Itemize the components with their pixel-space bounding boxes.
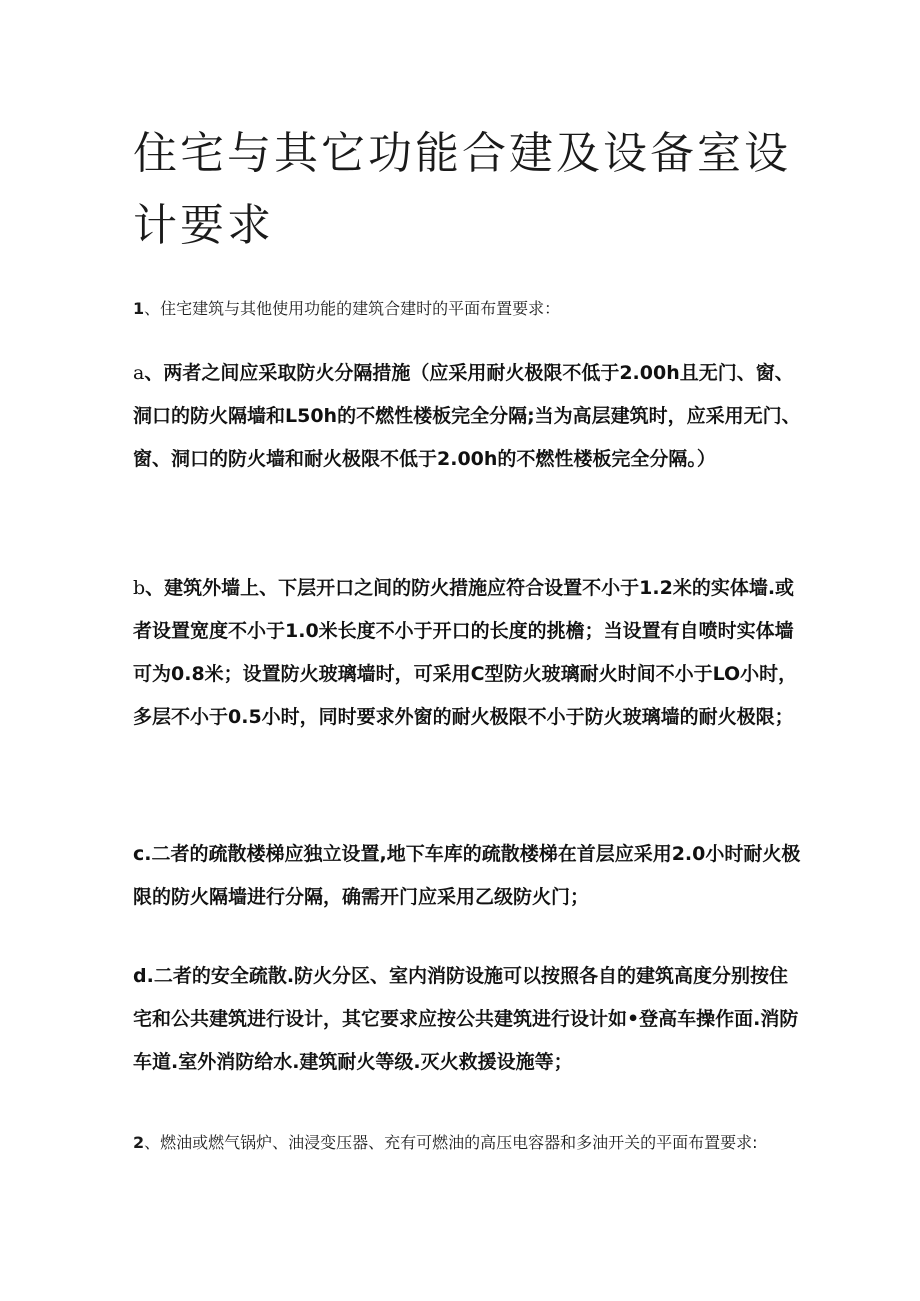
paragraph-c — [133, 833, 803, 919]
section-1-heading — [133, 296, 813, 322]
section-1-number: 1 — [133, 299, 145, 318]
paragraph-c-marker: c. — [133, 843, 152, 865]
paragraph-b-text: 、建筑外墙上、下层开口之间的防火措施应符合设置不小于1.2米的实体墙.或者设置宽度不小于1.0米长度不小于开口的长度的挑檐；当设置有自喷时实体墙可为0.8米；设置防火玻璃墙时，可采用C型防火玻璃耐火时间不小于LO小时，多层不小于0.5小时，同时要求外窗的耐火极限不小于防火玻璃墙的耐火极限； — [133, 577, 798, 728]
paragraph-d-marker: d. — [133, 965, 154, 987]
section-2-text: 、燃油或燃气锅炉、油浸变压器、充有可燃油的高压电容器和多油开关的平面布置要求: — [144, 1133, 758, 1152]
section-1-text: 、住宅建筑与其他使用功能的建筑合建时的平面布置要求： — [144, 299, 561, 318]
paragraph-d — [133, 955, 803, 1084]
document-title: 住宅与其它功能合建及设备室设计要求 — [133, 128, 791, 251]
paragraph-c-text: 二者的疏散楼梯应独立设置,地下车库的疏散楼梯在首层应采用2.0小时耐火极限的防火隔墙进行分隔，确需开门应采用乙级防火门； — [133, 843, 801, 908]
section-2-number: 2 — [133, 1133, 145, 1152]
paragraph-b-marker: b — [133, 577, 146, 599]
section-2-heading — [133, 1130, 813, 1156]
paragraph-b — [133, 567, 803, 739]
paragraph-a-marker: a — [133, 362, 145, 384]
paragraph-d-text: 二者的安全疏散.防火分区、室内消防设施可以按照各自的建筑高度分别按住宅和公共建筑进行设计，其它要求应按公共建筑进行设计如•登高车操作面.消防车道.室外消防给水.建筑耐火等级.灭火救援设施等； — [133, 965, 799, 1073]
paragraph-a-text: 、两者之间应采取防火分隔措施（应采用耐火极限不低于2.00h且无门、窗、洞口的防火隔墙和L50h的不燃性楼板完全分隔;当为高层建筑时，应采用无门、窗、洞口的防火墙和耐火极限不低于2.00h的不燃性楼板完全分隔。） — [133, 362, 801, 470]
paragraph-a — [133, 352, 803, 481]
